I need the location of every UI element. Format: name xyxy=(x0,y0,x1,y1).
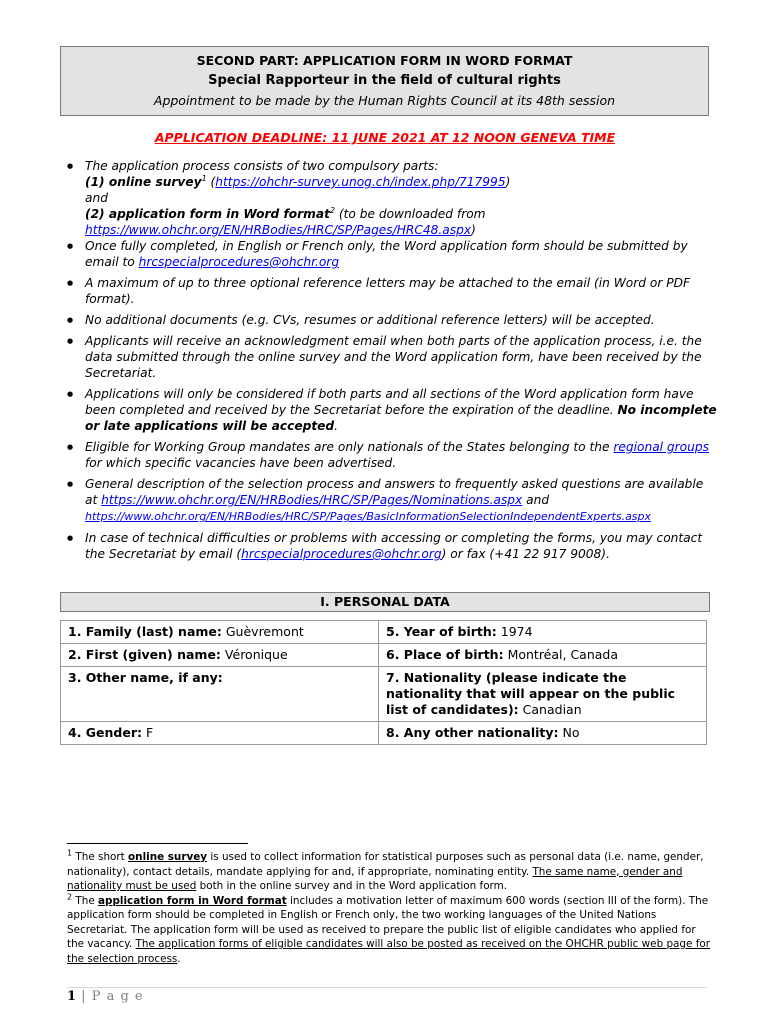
table-row xyxy=(61,644,707,667)
list-item: ● General description of the selection process and answers to frequently asked questions are available at https://www.ohchr.org/EN/HRBodies/HRC/SP/Pages/Nominations.aspx and https://www.ohchr.org/EN/HRBodies/HRC/SP/Pages/BasicInformationSelectionIndependentExperts.aspx xyxy=(67,476,717,525)
footnote-separator xyxy=(67,843,248,844)
footer-divider xyxy=(67,987,707,988)
footnote-2: $^2$ The application form in Word format includes a motivation letter of maximum 600 words (section III of the form). The application form should be completed in English or French only, the two working languages of the United Nations Secretariat. The application form will be used as received to prepare the public list of eligible candidates who applied for the vacancy. The application forms of eligible candidates will also be posted as received on the OHCHR public web page for the selection process. xyxy=(67,892,711,965)
list-item: ● In case of technical difficulties or problems with accessing or completing the forms, you may contact the Secretariat by email (hrcspecialprocedures@ohchr.org) or fax (+41 22 917 9008). xyxy=(67,530,717,562)
family-name-value: Guèvremont xyxy=(225,624,304,639)
nationality-value: Canadian xyxy=(522,702,582,717)
other-nationality-value: No xyxy=(562,725,580,740)
basic-info-link[interactable]: https://www.ohchr.org/EN/HRBodies/HRC/SP/Pages/BasicInformationSelectionIndependentExperts.aspx xyxy=(85,510,652,523)
gender-cell[interactable]: 4. Gender: F xyxy=(61,722,379,745)
list-item: ● Once fully completed, in English or French only, the Word application form should be submitted by email to hrcspecialprocedures@ohchr.org xyxy=(67,238,717,270)
first-name-cell[interactable]: 2. First (given) name: Véronique xyxy=(61,644,379,667)
page-number: 1 | P a g e xyxy=(67,989,144,1004)
table-row xyxy=(61,722,707,745)
instructions-list xyxy=(67,158,717,562)
email-link[interactable]: hrcspecialprocedures@ohchr.org xyxy=(138,255,340,269)
footnote-1: $^1$ The short online survey is used to collect information for statistical purposes such as personal data (i.e. name, gender, nationality), contact details, mandate applying for and, if appropriate, nominating entity. The same name, gender and nationality must be used both in the online survey and in the Word application form. xyxy=(67,848,704,892)
nationality-cell[interactable]: 7. Nationality (please indicate the nationality that will appear on the public list of candidates): Canadian xyxy=(379,667,707,722)
application-deadline: APPLICATION DEADLINE: 11 JUNE 2021 AT 12 NOON GENEVA TIME xyxy=(154,130,616,145)
list-item: ● The application process consists of two compulsory parts: (1) online survey$^1$ (https://ohchr-survey.unog.ch/index.php/717995) and (2) application form in Word format$^2$ (to be downloaded from https://www.ohchr.org/EN/HRBodies/HRC/SP/Pages/HRC48.aspx) xyxy=(67,158,717,238)
form-part-title: SECOND PART: APPLICATION FORM IN WORD FORMAT xyxy=(196,53,573,68)
year-of-birth-cell[interactable]: 5. Year of birth: 1974 xyxy=(379,621,707,644)
regional-groups-link[interactable]: regional groups xyxy=(613,440,709,454)
nominations-link[interactable]: https://www.ohchr.org/EN/HRBodies/HRC/SP/Pages/Nominations.aspx xyxy=(101,493,523,507)
personal-data-table xyxy=(60,620,707,745)
list-item: ● A maximum of up to three optional reference letters may be attached to the email (in Word or PDF format). xyxy=(67,275,717,307)
family-name-cell[interactable]: 1. Family (last) name: Guèvremont xyxy=(61,621,379,644)
list-item: ● Applicants will receive an acknowledgment email when both parts of the application process, i.e. the data submitted through the online survey and the Word application form, have been received by the Secretariat. xyxy=(67,333,717,381)
survey-link[interactable]: https://ohchr-survey.unog.ch/index.php/717995 xyxy=(215,175,506,189)
other-name-cell[interactable]: 3. Other name, if any: xyxy=(61,667,379,722)
appointment-note: Appointment to be made by the Human Rights Council at its 48th session xyxy=(153,93,616,108)
footnotes xyxy=(67,850,712,966)
list-item: ● Applications will only be considered if both parts and all sections of the Word application form have been completed and received by the Secretariat before the expiration of the deadline. No incomplete or late applications will be accepted. xyxy=(67,386,717,434)
personal-data-heading: I. PERSONAL DATA xyxy=(60,592,710,612)
form-download-link[interactable]: https://www.ohchr.org/EN/HRBodies/HRC/SP/Pages/HRC48.aspx xyxy=(85,223,472,237)
form-header-box xyxy=(60,46,709,116)
place-of-birth-value: Montréal, Canada xyxy=(507,647,619,662)
list-item: ● Eligible for Working Group mandates are only nationals of the States belonging to the regional groups for which specific vacancies have been advertised. xyxy=(67,439,717,471)
contact-email-link[interactable]: hrcspecialprocedures@ohchr.org xyxy=(241,547,442,561)
other-nationality-cell[interactable]: 8. Any other nationality: No xyxy=(379,722,707,745)
list-item: ● No additional documents (e.g. CVs, resumes or additional reference letters) will be accepted. xyxy=(67,312,717,328)
gender-value: F xyxy=(146,725,154,740)
mandate-title: Special Rapporteur in the field of cultural rights xyxy=(208,73,561,88)
place-of-birth-cell[interactable]: 6. Place of birth: Montréal, Canada xyxy=(379,644,707,667)
table-row xyxy=(61,621,707,644)
year-of-birth-value: 1974 xyxy=(500,624,533,639)
first-name-value: Véronique xyxy=(224,647,288,662)
table-row xyxy=(61,667,707,722)
